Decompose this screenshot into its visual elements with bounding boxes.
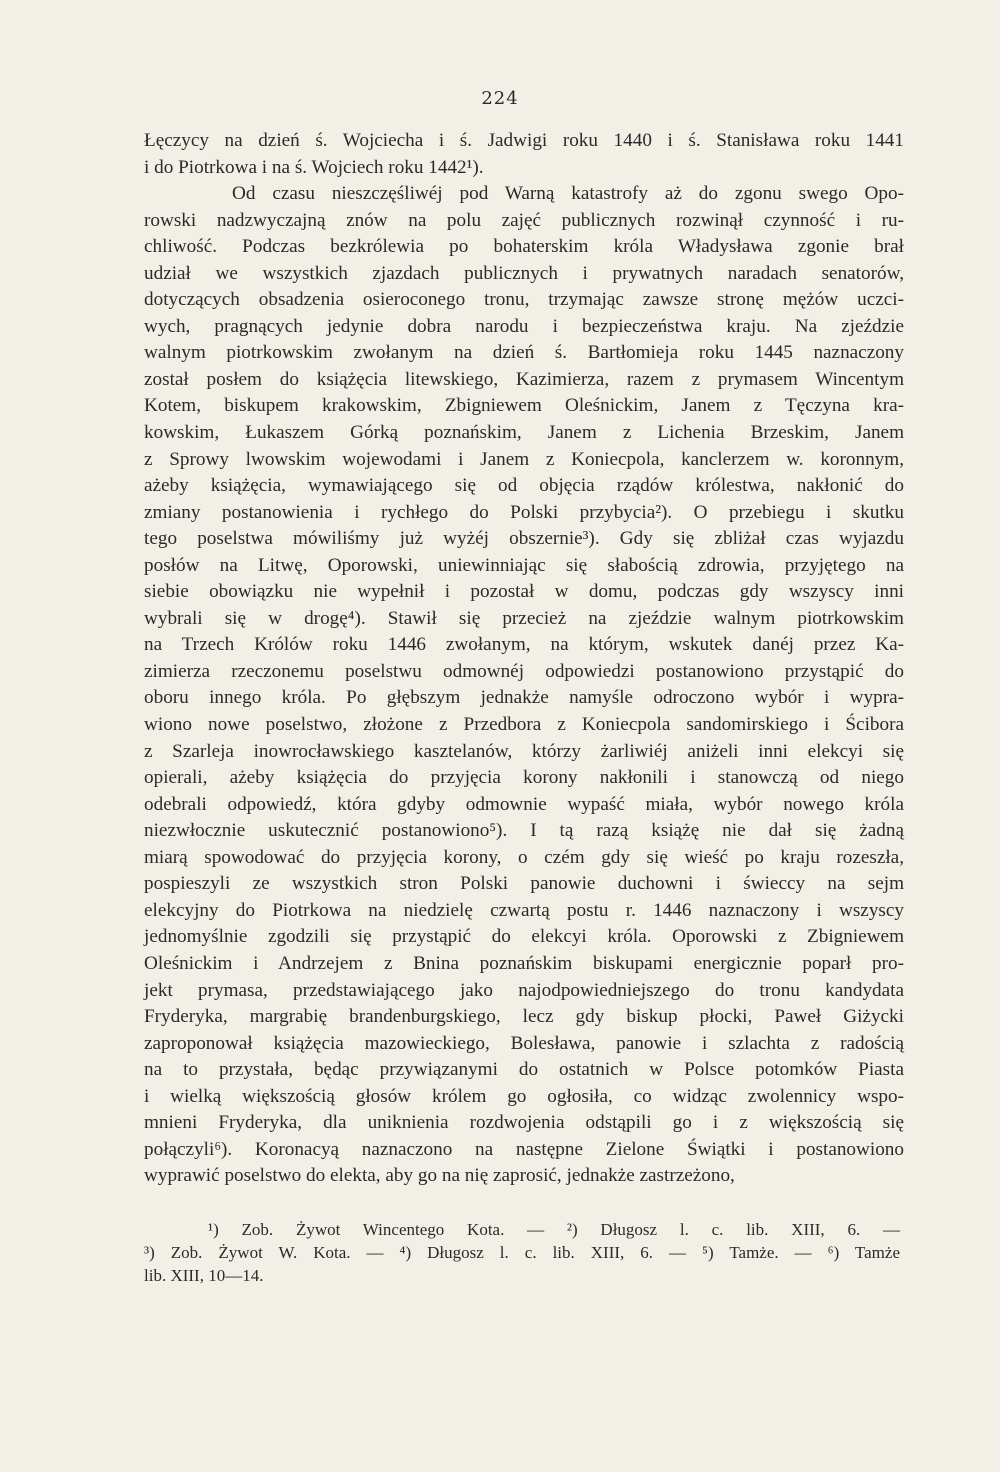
text-line: rowski nadzwyczajną znów na polu zajęć publicznych rozwinął czynność i ru- — [144, 209, 904, 231]
text-line: elekcyjny do Piotrkowa na niedzielę czwartą postu r. 1446 naznaczony i wszyscy — [144, 899, 904, 921]
text-line: siebie obowiązku nie wypełnił i pozostał w domu, podczas gdy wszyscy inni — [144, 581, 904, 603]
text-line: Fryderyka, margrabię brandenburgskiego, lecz gdy biskup płocki, Paweł Giżycki — [144, 1006, 904, 1028]
text-line: z Sprowy lwowskim wojewodami i Janem z Koniecpola, kanclerzem w. koronnym, — [144, 448, 904, 470]
text-line: jekt prymasa, przedstawiającego jako najodpowiedniejszego do tronu kandydata — [144, 979, 904, 1001]
text-line: walnym piotrkowskim zwołanym na dzień ś. Bartłomieja roku 1445 naznaczony — [144, 342, 904, 364]
text-line: posłów na Litwę, Oporowski, uniewinniając się słabością zdrowia, przyjętego na — [144, 554, 904, 576]
text-line: chliwość. Podczas bezkrólewia po bohaterskim króla Władysława zgonie brał — [144, 236, 904, 258]
text-line: niezwłocznie uskutecznić postanowiono⁵). I tą razą książę nie dał się żadną — [144, 820, 904, 842]
text-line: został posłem do książęcia litewskiego, Kazimierza, razem z prymasem Wincentym — [144, 368, 904, 390]
text-line: ażeby książęcia, wymawiającego się od objęcia rządów królestwa, nakłonić do — [144, 475, 904, 497]
text-line: i do Piotrkowa i na ś. Wojciech roku 1442¹). — [144, 156, 484, 178]
page-number: 224 — [481, 88, 519, 109]
text-line: wyprawić poselstwo do elekta, aby go na nię zaprosić, jednakże zastrzeżono, — [144, 1165, 735, 1187]
text-line: wybrali się w drogę⁴). Stawił się przecież na zjeździe walnym piotrkowskim — [144, 607, 904, 629]
text-line: opierali, ażeby książęcia do przyjęcia korony nakłonili i stanowczą od niego — [144, 767, 904, 789]
text-line: Kotem, biskupem krakowskim, Zbigniewem Oleśnickim, Janem z Tęczyna kra- — [144, 395, 904, 417]
text-line: połączyli⁶). Koronacyą naznaczono na następne Zielone Świątki i postanowiono — [144, 1138, 904, 1160]
text-line: z Szarleja inowrocławskiego kasztelanów, którzy żarliwiéj aniżeli inni elekcyi się — [144, 740, 904, 762]
footnote-line: lib. XIII, 10—14. — [144, 1266, 264, 1285]
text-line: mnieni Fryderyka, dla uniknienia rozdwojenia odstąpili go i z większością się — [144, 1112, 904, 1134]
text-line: Łęczycy na dzień ś. Wojciecha i ś. Jadwigi roku 1440 i ś. Stanisława roku 1441 — [144, 130, 904, 151]
text-line: Od czasu nieszczęśliwéj pod Warną katastrofy aż do zgonu swego Opo- — [232, 183, 904, 205]
footnote-line: ³) Zob. Żywot W. Kota. — ⁴) Długosz l. c. lib. XIII, 6. — ⁵) Tamże. — ⁶) Tamże — [144, 1243, 900, 1262]
text-line: zaproponował książęcia mazowieckiego, Bolesława, panowie i szlachta z radością — [144, 1032, 904, 1054]
text-line: zimierza rzeczonemu poselstwu odmownéj odpowiedzi postanowiono przystąpić do — [144, 660, 904, 682]
footnote-line: ¹) Zob. Żywot Wincentego Kota. — ²) Długosz l. c. lib. XIII, 6. — — [208, 1220, 900, 1239]
text-line: jednomyślnie zgodzili się przystąpić do elekcyi króla. Oporowski z Zbigniewem — [144, 926, 904, 948]
text-line: udział we wszystkich zjazdach publicznych i prywatnych naradach senatorów, — [144, 262, 904, 284]
text-line: oboru innego króla. Po głębszym jednakże namyśle odroczono wybór i wypra- — [144, 687, 904, 709]
text-line: miarą spowodować do przyjęcia korony, o czém gdy się wieść po kraju rozeszła, — [144, 846, 904, 868]
text-line: wiono nowe poselstwo, złożone z Przedbora z Koniecpola sandomirskiego i Ścibora — [144, 714, 904, 736]
text-line: dotyczących obsadzenia osieroconego tronu, trzymając zawsze stronę mężów uczci- — [144, 289, 904, 311]
text-line: zmiany postanowienia i rychłego do Polski przybycia²). O przebiegu i skutku — [144, 501, 904, 523]
text-line: Oleśnickim i Andrzejem z Bnina poznańskim biskupami energicznie poparł pro- — [144, 952, 904, 974]
text-line: na to przystała, będąc przywiązanymi do ostatnich w Polsce potomków Piasta — [144, 1059, 904, 1081]
text-line: tego poselstwa mówiliśmy już wyżéj obszernie³). Gdy się zbliżał czas wyjazdu — [144, 528, 904, 550]
body-text — [144, 128, 904, 1190]
text-line: odebrali odpowiedź, która gdyby odmownie wypaść miała, wybór nowego króla — [144, 793, 904, 815]
text-line: pospieszyli ze wszystkich stron Polski panowie duchowni i świeccy na sejm — [144, 873, 904, 895]
text-line: wych, pragnących jedynie dobra narodu i bezpieczeństwa kraju. Na zjeździe — [144, 315, 904, 337]
footnotes — [144, 1218, 900, 1287]
text-line: i wielką większością głosów królem go ogłosiła, co widząc zwolennicy wspo- — [144, 1085, 904, 1107]
text-line: na Trzech Królów roku 1446 zwołanym, na którym, wskutek danéj przez Ka- — [144, 634, 904, 656]
text-line: kowskim, Łukaszem Górką poznańskim, Janem z Lichenia Brzeskim, Janem — [144, 422, 904, 444]
